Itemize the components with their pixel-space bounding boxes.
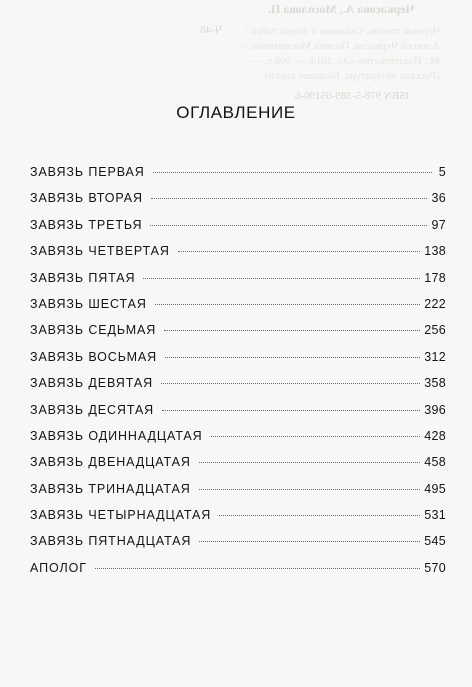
toc-entry-page: 428 xyxy=(424,428,446,443)
toc-entry-page: 222 xyxy=(424,296,446,311)
dot-leader xyxy=(199,461,420,463)
toc-entry-title: ЗАВЯЗЬ ПЕРВАЯ xyxy=(30,165,145,179)
toc-entry-title: ЗАВЯЗЬ ДЕСЯТАЯ xyxy=(30,402,155,417)
show-through-isbn: ISBN 978-5-389-05190-6 xyxy=(295,90,409,102)
toc-entry xyxy=(30,534,446,560)
dot-leader xyxy=(219,514,420,516)
toc-entry-title: ЗАВЯЗЬ ПЯТНАДЦАТАЯ xyxy=(30,534,192,549)
toc-entry xyxy=(30,271,446,297)
toc-entry-page: 545 xyxy=(424,534,446,549)
toc-entry-title: ЗАВЯЗЬ ЧЕТВЕРТАЯ xyxy=(30,244,170,259)
toc-entry-title: ЗАВЯЗЬ ТРИНАДЦАТАЯ xyxy=(30,481,191,496)
dot-leader xyxy=(150,224,427,226)
toc-entry-page: 570 xyxy=(424,560,446,575)
toc-entry xyxy=(30,350,446,376)
dot-leader xyxy=(199,488,421,490)
toc-entry xyxy=(30,455,446,481)
toc-entry-title: ЗАВЯЗЬ ПЯТАЯ xyxy=(30,270,136,285)
toc-entry-title: ЗАВЯЗЬ ТРЕТЬЯ xyxy=(30,217,143,232)
dot-leader xyxy=(143,277,420,279)
toc-entry-title: ЗАВЯЗЬ ВОСЬМАЯ xyxy=(30,349,158,364)
dot-leader xyxy=(178,250,420,252)
toc-entry xyxy=(30,403,446,429)
toc-entry-page: 178 xyxy=(424,270,446,285)
toc-entry xyxy=(30,561,446,587)
toc-entry-page: 97 xyxy=(431,217,446,232)
toc-entry-page: 5 xyxy=(438,165,446,179)
dot-leader xyxy=(211,435,421,437)
toc-entry-title: ЗАВЯЗЬ ШЕСТАЯ xyxy=(30,296,147,311)
dot-leader xyxy=(161,382,420,384)
toc-entry-title: АПОЛОГ xyxy=(30,560,87,575)
toc-entry-page: 531 xyxy=(424,508,446,523)
dot-leader xyxy=(155,303,420,305)
dot-leader xyxy=(164,329,420,331)
table-of-contents xyxy=(30,165,446,587)
show-through-author: Черкасова А., Мосолова П. xyxy=(268,2,415,16)
toc-entry-page: 358 xyxy=(424,376,446,391)
toc-entry-title: ЗАВЯЗЬ ДЕВЯТАЯ xyxy=(30,376,154,391)
toc-entry xyxy=(30,376,446,402)
toc-entry-page: 138 xyxy=(424,244,446,259)
show-through-description: Черный тополь. Сказания о людях тайги / Алексей Черкасов, Полина Москвитина. — М.: Издательство «Э», 2014. — 608 с. — (Русская литература. Большие книги) xyxy=(236,25,440,82)
dot-leader xyxy=(151,197,428,199)
toc-entry-title: ЗАВЯЗЬ СЕДЬМАЯ xyxy=(30,323,157,338)
toc-entry-page: 256 xyxy=(424,323,446,338)
toc-entry-page: 36 xyxy=(431,191,446,206)
toc-entry xyxy=(30,191,446,217)
toc-entry-title: ЗАВЯЗЬ ВТОРАЯ xyxy=(30,191,143,206)
toc-entry-title: ЗАВЯЗЬ ДВЕНАДЦАТАЯ xyxy=(30,455,191,470)
toc-entry xyxy=(30,218,446,244)
toc-entry-title: ЗАВЯЗЬ ЧЕТЫРНАДЦАТАЯ xyxy=(30,508,212,523)
toc-entry xyxy=(30,323,446,349)
dot-leader xyxy=(165,356,420,358)
contents-heading: ОГЛАВЛЕНИЕ xyxy=(176,103,296,122)
toc-entry xyxy=(30,482,446,508)
toc-entry-title: ЗАВЯЗЬ ОДИННАДЦАТАЯ xyxy=(30,428,203,443)
dot-leader xyxy=(162,409,420,411)
show-through-code: Ч-48 xyxy=(200,24,222,36)
toc-entry-page: 312 xyxy=(424,349,446,364)
dot-leader xyxy=(199,540,420,542)
toc-entry-page: 495 xyxy=(424,481,446,496)
toc-entry xyxy=(30,165,446,191)
dot-leader xyxy=(95,567,420,569)
toc-entry xyxy=(30,429,446,455)
dot-leader xyxy=(153,171,432,173)
toc-entry xyxy=(30,297,446,323)
toc-entry-page: 396 xyxy=(424,402,446,417)
toc-entry xyxy=(30,244,446,270)
toc-entry-page: 458 xyxy=(424,455,446,470)
toc-entry xyxy=(30,508,446,534)
